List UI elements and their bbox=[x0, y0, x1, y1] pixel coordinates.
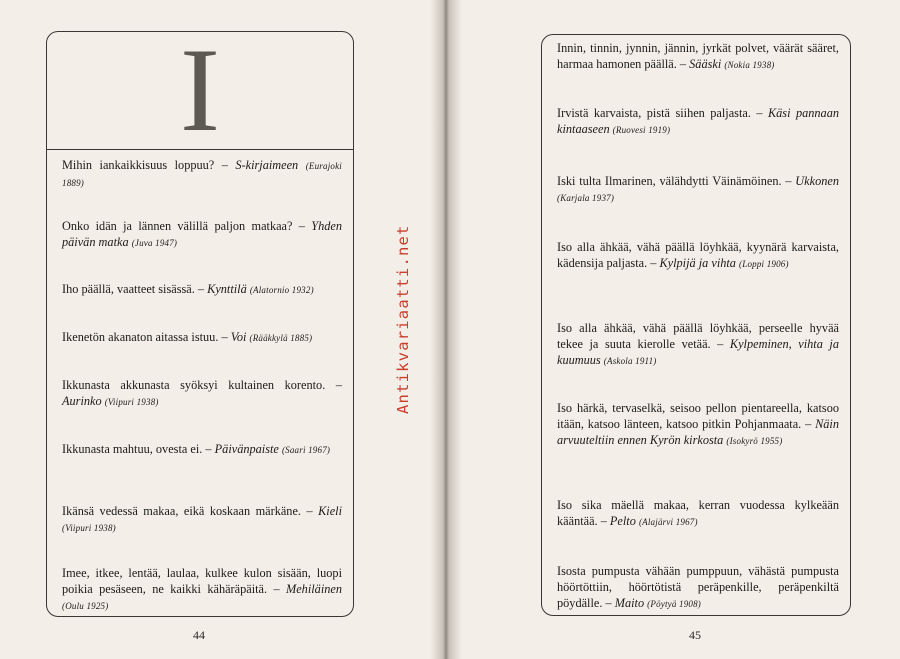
riddle-answer: Kieli bbox=[318, 504, 342, 518]
riddle-entry bbox=[557, 40, 839, 73]
riddle-answer: Maito bbox=[614, 596, 645, 610]
riddle-source: (Pöytyä 1908) bbox=[647, 599, 702, 609]
riddle-source: (Saari 1967) bbox=[281, 445, 331, 455]
riddle-source: (Juva 1947) bbox=[131, 238, 178, 248]
riddle-entry bbox=[557, 173, 839, 206]
riddle-question: Isosta pumpusta vähään pumppuun, vähästä pumpusta höörtöttiin, höörtötistä peräpenkille, peräpenkiltä pöydälle. – bbox=[557, 564, 839, 610]
riddle-question: Iso alla ähkää, vähä päällä löyhkää, perseelle hyvää tekee ja suuta kierolle vetää. – bbox=[557, 321, 839, 351]
riddle-answer: Kylpeminen, vihta ja kuumuus bbox=[557, 337, 839, 367]
riddle-answer: Pelto bbox=[609, 514, 636, 528]
riddle-question: Onko idän ja lännen välillä paljon matkaa? – bbox=[62, 219, 305, 233]
riddle-source: (Askola 1911) bbox=[603, 356, 657, 366]
riddle-source: (Viipuri 1938) bbox=[104, 397, 159, 407]
riddle-answer: Mehiläinen bbox=[285, 582, 342, 596]
riddle-answer: S-kirjaimeen bbox=[235, 158, 299, 172]
riddle-source: (Alajärvi 1967) bbox=[638, 517, 698, 527]
riddle-question: Ikkunasta akkunasta syöksyi kultainen korento. – bbox=[62, 378, 342, 392]
watermark-container bbox=[391, 224, 412, 584]
riddle-entry bbox=[557, 497, 839, 530]
riddle-entry bbox=[62, 377, 342, 410]
riddle-entry bbox=[557, 400, 839, 449]
riddle-question: Imee, itkee, lentää, laulaa, kulkee kulon sisään, luopi poikia pesäseen, ne kaikki kähäräpäitä. – bbox=[62, 566, 342, 596]
riddle-entry bbox=[62, 218, 342, 251]
riddle-question: Ikänsä vedessä makaa, eikä koskaan märkäne. – bbox=[62, 504, 313, 518]
riddle-source: (Karjala 1937) bbox=[557, 193, 615, 203]
book-gutter bbox=[430, 0, 462, 659]
section-letter: I bbox=[180, 23, 220, 156]
riddle-source: (Nokia 1938) bbox=[724, 60, 775, 70]
riddle-source: (Isokyrö 1955) bbox=[726, 436, 783, 446]
riddle-question: Iso härkä, tervaselkä, seisoo pellon pientareella, katsoo itään, katsoo länteen, katsoo pitkin Pohjanmaata. – bbox=[557, 401, 839, 431]
riddle-question: Iso alla ähkää, vähä päällä löyhkää, kyynärä karvaista, kädensija paljasta. – bbox=[557, 240, 839, 270]
riddle-answer: Päivänpaiste bbox=[214, 442, 279, 456]
riddle-question: Irvistä karvaista, pistä siihen paljasta. – bbox=[557, 106, 763, 120]
riddle-answer: Näin arvuuteltiin ennen Kyrön kirkosta bbox=[557, 417, 839, 447]
riddle-answer: Yhden päivän matka bbox=[62, 219, 343, 249]
riddle-question: Ikkunasta mahtuu, ovesta ei. – bbox=[62, 442, 212, 456]
riddle-answer: Aurinko bbox=[62, 394, 102, 408]
riddle-question: Iski tulta Ilmarinen, välähdytti Väinämöinen. – bbox=[557, 174, 792, 188]
riddle-entry bbox=[62, 441, 342, 458]
riddle-source: (Viipuri 1938) bbox=[62, 523, 116, 533]
riddle-entry bbox=[62, 565, 342, 614]
riddle-answer: Sääski bbox=[689, 57, 722, 71]
riddle-entry bbox=[62, 281, 342, 298]
riddle-answer: Käsi pannaan kintaaseen bbox=[557, 106, 839, 136]
riddle-answer: Ukkonen bbox=[795, 174, 839, 188]
riddle-answer: Voi bbox=[230, 330, 247, 344]
watermark-text: Antikvariaatti.net bbox=[394, 224, 412, 414]
riddle-source: (Eurajoki 1889) bbox=[62, 161, 342, 188]
riddle-entry bbox=[557, 320, 839, 369]
riddle-question: Ikenetön akanaton aitassa istuu. – bbox=[62, 330, 228, 344]
riddle-answer: Kylpijä ja vihta bbox=[659, 256, 736, 270]
riddle-question: Iso sika mäellä makaa, kerran vuodessa kylkeään kääntää. – bbox=[557, 498, 839, 528]
riddle-entry bbox=[62, 503, 342, 536]
riddle-entry bbox=[62, 329, 342, 346]
riddle-answer: Kynttilä bbox=[207, 282, 247, 296]
riddle-entry bbox=[557, 563, 839, 612]
riddle-source: (Rääkkylä 1885) bbox=[249, 333, 313, 343]
riddle-entry bbox=[557, 105, 839, 138]
riddle-question: Innin, tinnin, jynnin, jännin, jyrkät polvet, väärät sääret, harmaa hamonen päällä. – bbox=[557, 41, 839, 71]
page-number-left: 44 bbox=[193, 628, 205, 642]
riddle-question: Iho päällä, vaatteet sisässä. – bbox=[62, 282, 205, 296]
riddle-source: (Oulu 1925) bbox=[62, 601, 109, 611]
page-number-right: 45 bbox=[689, 628, 701, 642]
riddle-question: Mihin iankaikkisuus loppuu? – bbox=[62, 158, 228, 172]
riddle-source: (Loppi 1906) bbox=[739, 259, 789, 269]
riddle-source: (Alatornio 1932) bbox=[249, 285, 314, 295]
riddle-entry bbox=[62, 157, 342, 191]
riddle-source: (Ruovesi 1919) bbox=[612, 125, 671, 135]
riddle-entry bbox=[557, 239, 839, 272]
